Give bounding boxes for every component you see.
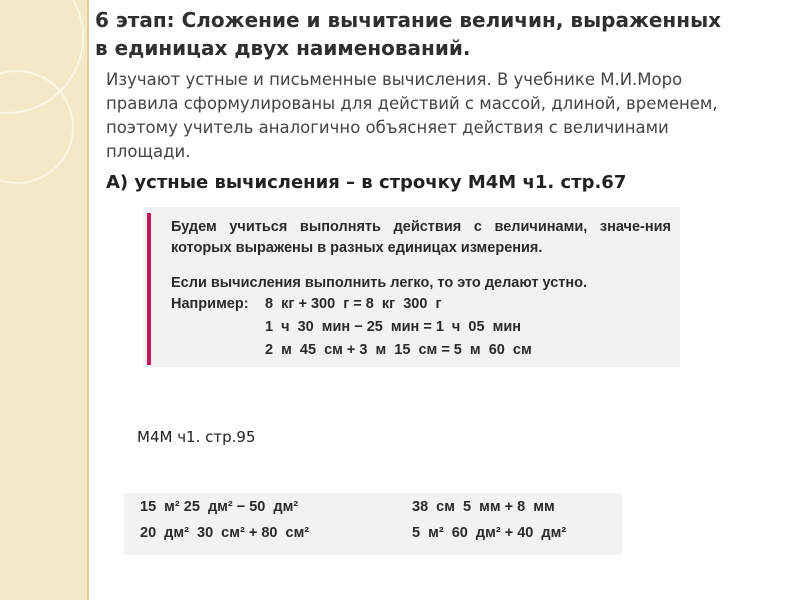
section-subheading: А) устные вычисления – в строчку М4М ч1. стр.67 [106,172,627,193]
intro-line: поэтому учитель аналогично объясняет действия с величинами [106,118,669,137]
title-line: в единицах двух наименований. [95,36,471,60]
title-line: 6 этап: Сложение и вычитание величин, выраженных [95,8,722,32]
accent-bar [147,213,151,365]
example-row: 1 ч 30 мин − 25 мин = 1 ч 05 мин [265,319,521,335]
decorative-left-band [0,0,88,600]
exercise-row: 5 м² 60 дм² + 40 дм² [412,525,567,541]
exercise-row: 15 м² 25 дм² − 50 дм² [140,499,299,515]
exercise-row: 20 дм² 30 см² + 80 см² [140,525,310,541]
slide-title [95,6,785,62]
exercise-row: 38 см 5 мм + 8 мм [412,499,555,515]
intro-paragraph [106,68,786,164]
textbook-reference: М4М ч1. стр.95 [137,428,256,446]
textbook-excerpt-image [143,207,680,367]
textbook-paragraph: Будем учиться выполнять действия с величинами, значе-ния которых выражены в разных единицах измерения. [171,219,671,256]
textbook-paragraph: Если вычисления выполнить легко, то это делают устно. [171,275,588,291]
band-divider [87,0,89,600]
example-row: 2 м 45 см + 3 м 15 см = 5 м 60 см [265,342,532,358]
intro-line: площади. [106,142,191,161]
exercises-image [124,493,622,555]
intro-line: правила сформулированы для действий с массой, длиной, временем, [106,94,718,113]
intro-line: Изучают устные и письменные вычисления. В учебнике М.И.Моро [106,70,683,89]
example-label: Например: [171,296,249,312]
example-row: 8 кг + 300 г = 8 кг 300 г [265,296,442,312]
